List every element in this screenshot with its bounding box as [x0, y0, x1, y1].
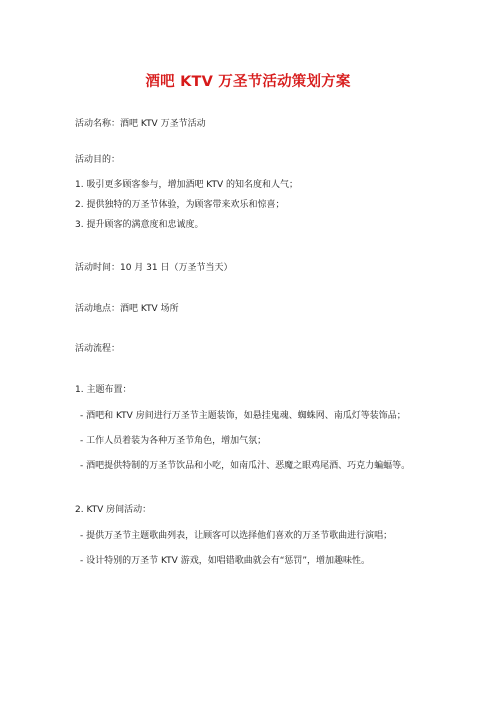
section-item: - 提供万圣节主题歌曲列表，让顾客可以选择他们喜欢的万圣节歌曲进行演唱； — [80, 531, 393, 541]
purpose-item: 2. 提供独特的万圣节体验，为顾客带来欢乐和惊喜； — [75, 200, 285, 210]
activity-time: 活动时间：10 月 31 日（万圣节当天） — [75, 263, 233, 273]
flow-heading: 活动流程： — [75, 344, 121, 354]
purpose-heading: 活动目的： — [75, 155, 121, 165]
document-title: 酒吧 KTV 万圣节活动策划方案 — [145, 74, 351, 90]
section-heading: 1. 主题布置： — [75, 385, 132, 395]
section-heading: 2. KTV 房间活动： — [75, 505, 152, 515]
section-item: - 酒吧和 KTV 房间进行万圣节主题装饰，如悬挂鬼魂、蜘蛛网、南瓜灯等装饰品； — [80, 411, 406, 421]
activity-location: 活动地点：酒吧 KTV 场所 — [75, 304, 179, 314]
purpose-item: 1. 吸引更多顾客参与，增加酒吧 KTV 的知名度和人气； — [75, 180, 299, 190]
activity-name: 活动名称：酒吧 KTV 万圣节活动 — [75, 119, 206, 129]
purpose-item: 3. 提升顾客的满意度和忠诚度。 — [75, 220, 204, 230]
section-item: - 酒吧提供特制的万圣节饮品和小吃，如南瓜汁、恶魔之眼鸡尾酒、巧克力蝙蝠等。 — [80, 461, 411, 471]
section-item: - 工作人员着装为各种万圣节角色，增加气氛； — [80, 436, 267, 446]
section-item: - 设计特别的万圣节 KTV 游戏，如唱错歌曲就会有“惩罚”，增加趣味性。 — [80, 556, 371, 566]
